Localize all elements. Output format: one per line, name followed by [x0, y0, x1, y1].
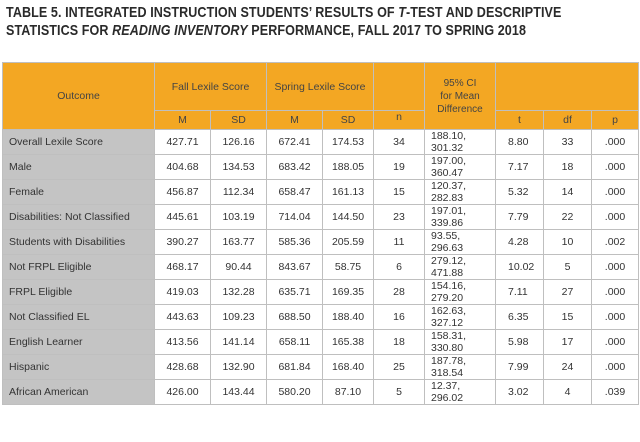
spring-sd-header: SD: [323, 111, 374, 130]
t-cell: 6.35: [496, 305, 544, 330]
fall-m-cell: 443.63: [155, 305, 211, 330]
table-row: [3, 155, 639, 180]
spring-m-cell: 714.04: [267, 205, 323, 230]
fall-sd-cell: 112.34: [211, 180, 267, 205]
spring-m-cell: 672.41: [267, 130, 323, 155]
row-outcome-cell: Female: [3, 180, 155, 205]
t-cell: 4.28: [496, 230, 544, 255]
t-test-header-top: [496, 63, 639, 111]
title-line-2: [6, 22, 546, 40]
spring-m-cell: 580.20: [267, 380, 323, 405]
row-outcome-cell: Not Classified EL: [3, 305, 155, 330]
ci-header-line-3: Difference: [437, 103, 483, 115]
p-cell: .000: [592, 330, 639, 355]
spring-m-cell: 658.11: [267, 330, 323, 355]
title-line-2-prefix: STATISTICS FOR: [6, 23, 113, 39]
row-outcome-cell: Not FRPL Eligible: [3, 255, 155, 280]
n-cell: 15: [374, 180, 425, 205]
title-line-1-suffix: -TEST AND DESCRIPTIVE: [405, 5, 562, 21]
spring-sd-cell: 168.40: [323, 355, 374, 380]
spring-sd-cell: 144.50: [323, 205, 374, 230]
table-row: [3, 280, 639, 305]
n-header: n: [374, 111, 425, 130]
spring-lexile-header: Spring Lexile Score: [267, 63, 374, 111]
table-row: [3, 130, 639, 155]
spring-m-cell: 585.36: [267, 230, 323, 255]
title-line-2-italic: READING INVENTORY: [112, 23, 248, 39]
spring-sd-cell: 188.05: [323, 155, 374, 180]
outcome-header: Outcome: [3, 63, 155, 130]
df-header: df: [544, 111, 592, 130]
n-cell: 25: [374, 355, 425, 380]
df-cell: 24: [544, 355, 592, 380]
ci-cell: 197.00, 360.47: [425, 155, 496, 180]
ci-header-line-2: for Mean: [440, 90, 480, 102]
table-row: [3, 180, 639, 205]
table-row: [3, 230, 639, 255]
t-cell: 7.79: [496, 205, 544, 230]
row-outcome-cell: Disabilities: Not Classified: [3, 205, 155, 230]
fall-m-cell: 390.27: [155, 230, 211, 255]
header-row: [3, 63, 639, 111]
n-cell: 6: [374, 255, 425, 280]
row-outcome-cell: Male: [3, 155, 155, 180]
n-cell: 11: [374, 230, 425, 255]
n-cell: 23: [374, 205, 425, 230]
row-outcome-cell: English Learner: [3, 330, 155, 355]
fall-m-cell: 419.03: [155, 280, 211, 305]
df-cell: 18: [544, 155, 592, 180]
fall-m-cell: 445.61: [155, 205, 211, 230]
title-line-1: [6, 5, 561, 21]
fall-lexile-header: Fall Lexile Score: [155, 63, 267, 111]
df-cell: 27: [544, 280, 592, 305]
table-row: [3, 255, 639, 280]
fall-sd-cell: 109.23: [211, 305, 267, 330]
ci-cell: 154.16, 279.20: [425, 280, 496, 305]
row-outcome-cell: FRPL Eligible: [3, 280, 155, 305]
n-cell: 18: [374, 330, 425, 355]
df-cell: 22: [544, 205, 592, 230]
spring-sd-cell: 174.53: [323, 130, 374, 155]
fall-sd-cell: 90.44: [211, 255, 267, 280]
t-cell: 3.02: [496, 380, 544, 405]
spring-sd-cell: 87.10: [323, 380, 374, 405]
p-cell: .000: [592, 355, 639, 380]
df-cell: 4: [544, 380, 592, 405]
fall-m-cell: 427.71: [155, 130, 211, 155]
fall-m-cell: 413.56: [155, 330, 211, 355]
p-cell: .039: [592, 380, 639, 405]
spring-sd-cell: 165.38: [323, 330, 374, 355]
ci-cell: 162.63, 327.12: [425, 305, 496, 330]
p-cell: .000: [592, 180, 639, 205]
df-cell: 15: [544, 305, 592, 330]
fall-m-cell: 426.00: [155, 380, 211, 405]
ci-header-line-1: 95% CI: [443, 77, 477, 89]
ci-cell: 120.37, 282.83: [425, 180, 496, 205]
t-cell: 5.32: [496, 180, 544, 205]
spring-sd-cell: 161.13: [323, 180, 374, 205]
title-line-1-italic: T: [398, 5, 406, 21]
spring-m-cell: 683.42: [267, 155, 323, 180]
fall-m-header: M: [155, 111, 211, 130]
t-cell: 7.99: [496, 355, 544, 380]
n-cell: 16: [374, 305, 425, 330]
ci-cell: 197.01, 339.86: [425, 205, 496, 230]
n-cell: 28: [374, 280, 425, 305]
p-header: p: [592, 111, 639, 130]
table-title: [6, 4, 562, 40]
df-cell: 10: [544, 230, 592, 255]
spring-m-header: M: [267, 111, 323, 130]
fall-m-cell: 428.68: [155, 355, 211, 380]
n-cell: 19: [374, 155, 425, 180]
t-cell: 10.02: [496, 255, 544, 280]
p-cell: .000: [592, 305, 639, 330]
t-cell: 8.80: [496, 130, 544, 155]
table-row: [3, 355, 639, 380]
df-cell: 17: [544, 330, 592, 355]
t-header: t: [496, 111, 544, 130]
spring-m-cell: 635.71: [267, 280, 323, 305]
row-outcome-cell: African American: [3, 380, 155, 405]
spring-sd-cell: 58.75: [323, 255, 374, 280]
table-row: [3, 205, 639, 230]
table-row: [3, 380, 639, 405]
table-body: [3, 130, 639, 405]
table-row: [3, 305, 639, 330]
n-header-top: [374, 63, 425, 111]
df-cell: 33: [544, 130, 592, 155]
row-outcome-cell: Overall Lexile Score: [3, 130, 155, 155]
spring-sd-cell: 188.40: [323, 305, 374, 330]
ci-cell: 158.31, 330.80: [425, 330, 496, 355]
ci-cell: 93.55, 296.63: [425, 230, 496, 255]
n-cell: 5: [374, 380, 425, 405]
p-cell: .002: [592, 230, 639, 255]
fall-m-cell: 468.17: [155, 255, 211, 280]
p-cell: .000: [592, 205, 639, 230]
title-line-1-prefix: TABLE 5. INTEGRATED INSTRUCTION STUDENTS’ RESULTS OF: [6, 5, 399, 21]
table-row: [3, 330, 639, 355]
ci-cell: 12.37, 296.02: [425, 380, 496, 405]
fall-m-cell: 456.87: [155, 180, 211, 205]
t-cell: 7.11: [496, 280, 544, 305]
ci-cell: 188.10, 301.32: [425, 130, 496, 155]
fall-sd-cell: 126.16: [211, 130, 267, 155]
fall-sd-cell: 141.14: [211, 330, 267, 355]
p-cell: .000: [592, 255, 639, 280]
row-outcome-cell: Students with Disabilities: [3, 230, 155, 255]
ci-cell: 279.12, 471.88: [425, 255, 496, 280]
ci-header: [425, 63, 496, 130]
spring-sd-cell: 169.35: [323, 280, 374, 305]
fall-sd-cell: 103.19: [211, 205, 267, 230]
fall-sd-cell: 134.53: [211, 155, 267, 180]
spring-sd-cell: 205.59: [323, 230, 374, 255]
results-table: [2, 62, 639, 405]
p-cell: .000: [592, 130, 639, 155]
df-cell: 5: [544, 255, 592, 280]
spring-m-cell: 843.67: [267, 255, 323, 280]
fall-sd-cell: 132.28: [211, 280, 267, 305]
t-cell: 5.98: [496, 330, 544, 355]
p-cell: .000: [592, 280, 639, 305]
fall-sd-header: SD: [211, 111, 267, 130]
fall-sd-cell: 132.90: [211, 355, 267, 380]
fall-m-cell: 404.68: [155, 155, 211, 180]
t-cell: 7.17: [496, 155, 544, 180]
title-line-2-suffix: PERFORMANCE, FALL 2017 TO SPRING 2018: [247, 23, 527, 39]
fall-sd-cell: 163.77: [211, 230, 267, 255]
ci-cell: 187.78, 318.54: [425, 355, 496, 380]
fall-sd-cell: 143.44: [211, 380, 267, 405]
df-cell: 14: [544, 180, 592, 205]
row-outcome-cell: Hispanic: [3, 355, 155, 380]
spring-m-cell: 688.50: [267, 305, 323, 330]
spring-m-cell: 658.47: [267, 180, 323, 205]
spring-m-cell: 681.84: [267, 355, 323, 380]
p-cell: .000: [592, 155, 639, 180]
n-cell: 34: [374, 130, 425, 155]
